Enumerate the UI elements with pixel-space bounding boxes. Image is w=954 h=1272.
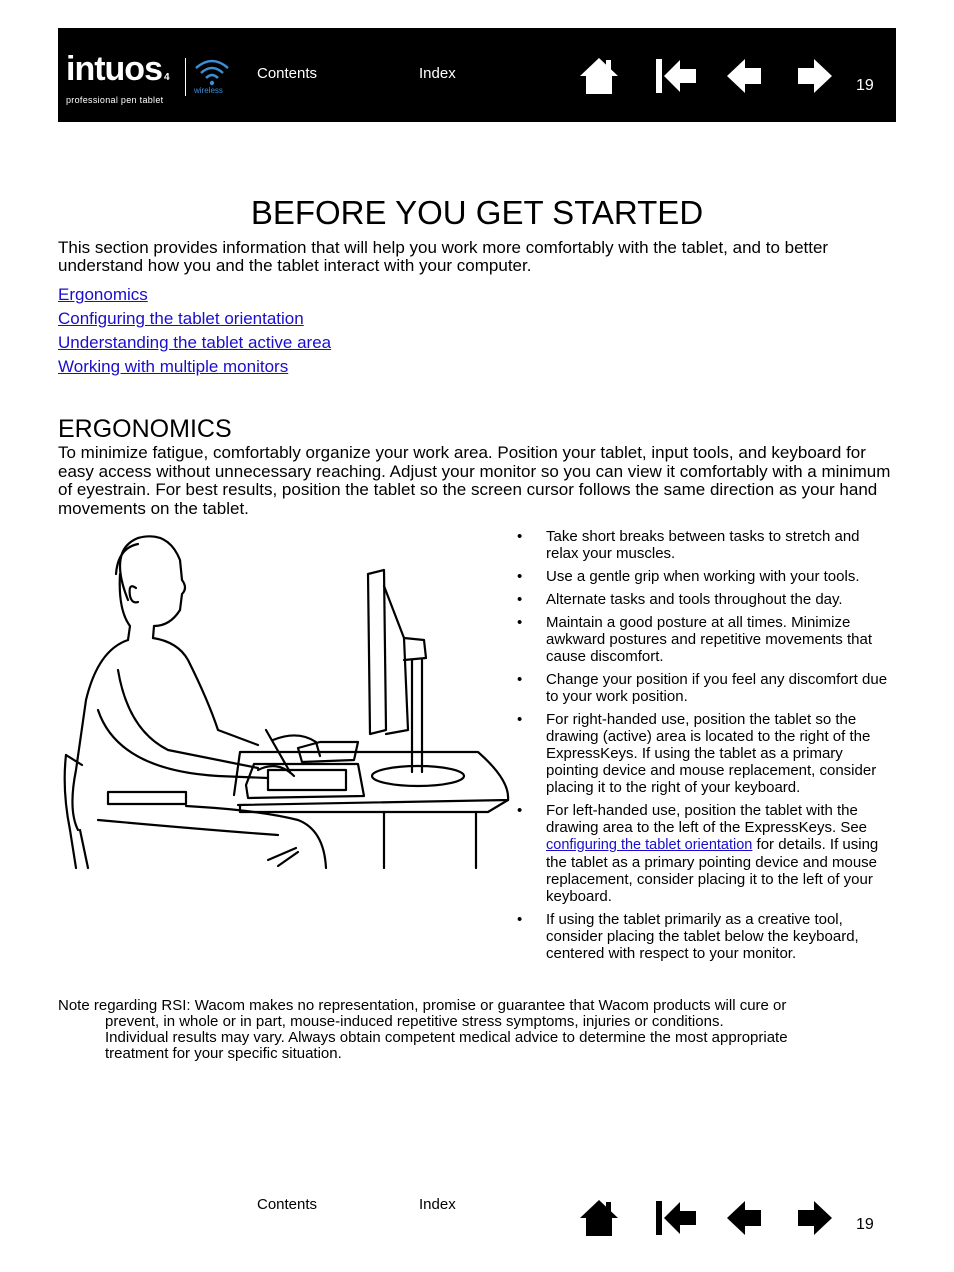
- link-active-area[interactable]: Understanding the tablet active area: [58, 333, 332, 352]
- brand-name: intuos: [66, 50, 162, 88]
- arrow-right-icon: [796, 1198, 834, 1238]
- brand-version: 4: [163, 72, 169, 83]
- first-page-icon: [654, 56, 698, 96]
- bullet-marker: •: [517, 671, 523, 688]
- link-multiple-monitors[interactable]: Working with multiple monitors: [58, 357, 289, 376]
- arrow-left-icon: [725, 56, 763, 96]
- link-ergonomics[interactable]: Ergonomics: [58, 285, 148, 304]
- wireless-label: wireless: [194, 86, 223, 95]
- home-button[interactable]: [578, 1198, 620, 1243]
- brand-tagline: professional pen tablet: [66, 95, 164, 105]
- wireless-icon: [192, 54, 232, 88]
- bullet-marker: •: [517, 614, 523, 631]
- first-page-button[interactable]: [654, 56, 698, 101]
- previous-page-button[interactable]: [725, 56, 763, 101]
- ergonomics-heading: ERGONOMICS: [58, 415, 232, 443]
- home-button[interactable]: [578, 56, 620, 101]
- home-icon: [578, 1198, 620, 1238]
- bullet-marker: •: [517, 911, 523, 928]
- page-title: BEFORE YOU GET STARTED: [250, 194, 704, 231]
- header-bar: [58, 28, 896, 122]
- list-item: • Use a gentle grip when working with your tools.: [517, 568, 860, 585]
- rsi-note: [58, 998, 878, 1062]
- ergonomics-paragraph: To minimize fatigue, comfortably organize your work area. Position your tablet, input tools, and keyboard for easy access without unnecessary reaching. Adjust your monitor so you can view it comfortably with a minimum of eyestrain. For best results, position the tablet so the screen cursor follows the same direction as your hand movements on the tablet.: [58, 443, 891, 518]
- page-number: 19: [856, 77, 874, 94]
- first-page-button[interactable]: [654, 1198, 698, 1243]
- index-link[interactable]: Index: [419, 65, 456, 82]
- index-link[interactable]: Index: [419, 1196, 456, 1213]
- list-item: • For right-handed use, position the tablet so the drawing (active) area is located to the right of the ExpressKeys. If using the tablet as a primary pointing device and mouse replacement, consider placing it to the right of your keyboard.: [517, 711, 877, 796]
- arrow-left-icon: [725, 1198, 763, 1238]
- section-links: [58, 283, 331, 379]
- wireless-logo: [192, 54, 232, 98]
- rsi-note-line: treatment for your specific situation.: [105, 1045, 342, 1062]
- footer-bar: [58, 1192, 896, 1242]
- first-page-icon: [654, 1198, 698, 1238]
- bullet-marker: •: [517, 802, 523, 819]
- bullet-marker: •: [517, 711, 523, 728]
- bullet-marker: •: [517, 591, 523, 608]
- rsi-note-line: prevent, in whole or in part, mouse-induced repetitive stress symptoms, injuries or conditions.: [105, 1013, 724, 1030]
- arrow-right-icon: [796, 56, 834, 96]
- list-item: • Change your position if you feel any discomfort due to your work position.: [517, 671, 888, 705]
- intro-paragraph: This section provides information that will help you work more comfortably with the tablet, and to better understand how you and the tablet interact with your computer.: [58, 238, 829, 275]
- intuos-logo: [66, 52, 169, 105]
- contents-link[interactable]: Contents: [257, 65, 318, 82]
- link-configuring-orientation[interactable]: Configuring the tablet orientation: [58, 309, 304, 328]
- rsi-note-line: Note regarding RSI: Wacom makes no representation, promise or guarantee that Wacom products will cure or: [58, 997, 787, 1014]
- list-item: • For left-handed use, position the tablet with the drawing area to the left of the ExpressKeys. See configuring the tablet orientation for details. If using the tablet as a primary pointing device and mouse replacement, consider placing it to the left of your keyboard.: [517, 802, 879, 905]
- ergonomics-tips-list: [517, 528, 895, 968]
- ergonomic-posture-illustration: [58, 530, 514, 870]
- list-item: • Maintain a good posture at all times. Minimize awkward postures and repetitive movements that cause discomfort.: [517, 614, 872, 665]
- link-configuring-orientation-inline[interactable]: configuring the tablet orientation: [546, 837, 753, 853]
- contents-link[interactable]: Contents: [257, 1196, 318, 1213]
- list-item: • If using the tablet primarily as a creative tool, consider placing the tablet below the keyboard, centered with respect to your monitor.: [517, 911, 859, 962]
- bullet-marker: •: [517, 528, 523, 545]
- list-item: • Take short breaks between tasks to stretch and relax your muscles.: [517, 528, 860, 562]
- next-page-button[interactable]: [796, 1198, 834, 1243]
- logo-divider: [185, 58, 186, 96]
- rsi-note-line: Individual results may vary. Always obtain competent medical advice to determine the most appropriate: [105, 1029, 788, 1046]
- bullet-marker: •: [517, 568, 523, 585]
- page-number: 19: [856, 1216, 874, 1233]
- home-icon: [578, 56, 620, 96]
- previous-page-button[interactable]: [725, 1198, 763, 1243]
- next-page-button[interactable]: [796, 56, 834, 101]
- list-item: • Alternate tasks and tools throughout the day.: [517, 591, 843, 608]
